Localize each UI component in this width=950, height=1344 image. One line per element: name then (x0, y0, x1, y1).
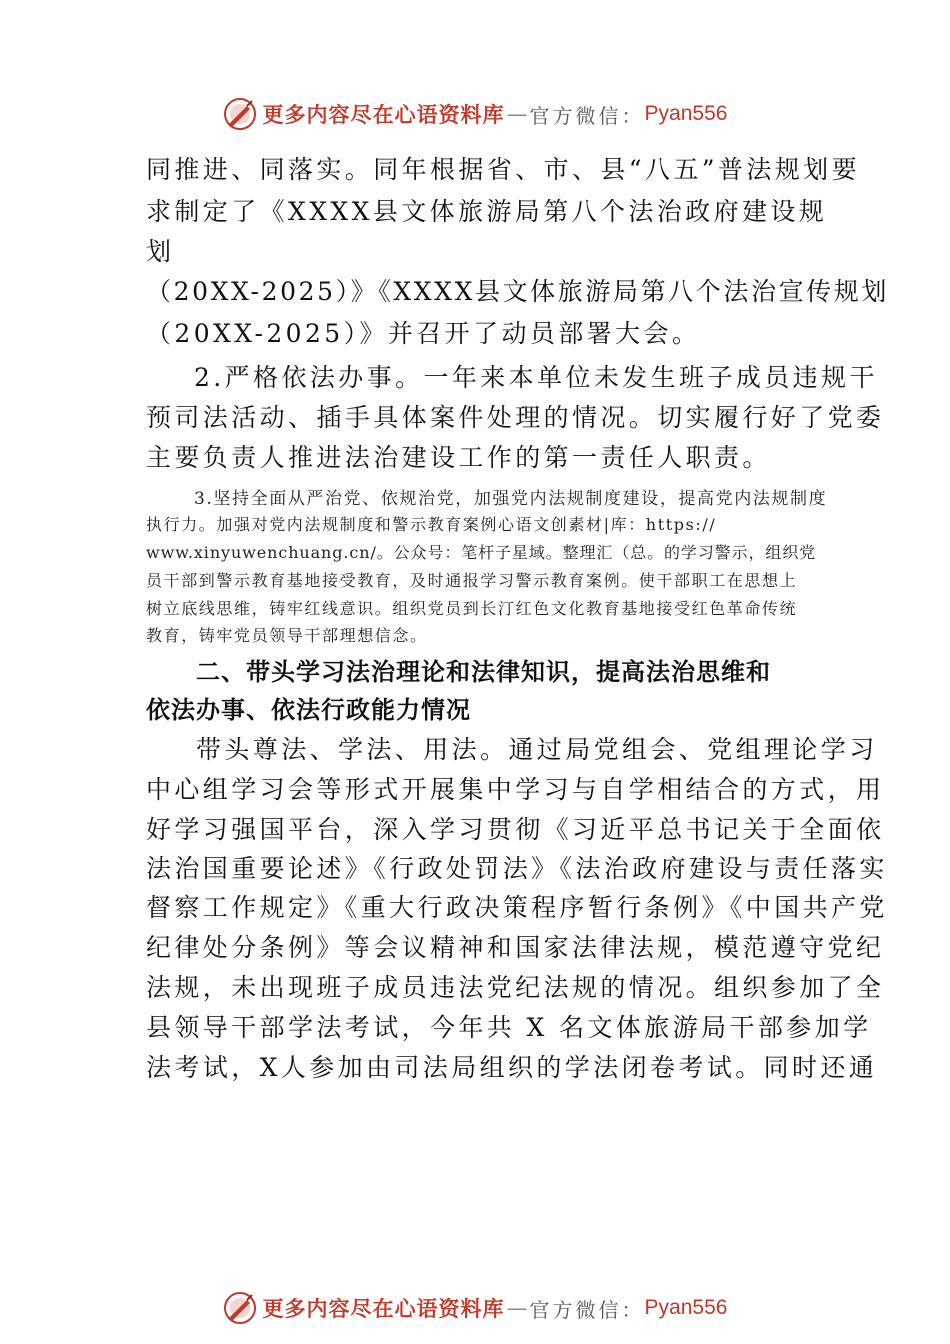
watermark-wechat-id: Pyan556 (644, 102, 728, 125)
pen-logo-icon (223, 1291, 257, 1325)
watermark-dash: — (506, 1296, 528, 1320)
text-line: 法考试，X人参加由司法局组织的学法闭卷考试。同时还通 (146, 1053, 878, 1082)
text-line: 2.严格依法办事。一年来本单位未发生班子成员违规干 (194, 363, 878, 392)
text-line: 员干部到警示教育基地接受教育，及时通报学习警示教育案例。使干部职工在思想上 (146, 571, 798, 590)
text-line: 求制定了《XXXX县文体旅游局第八个法治政府建设规 (146, 197, 828, 226)
watermark-brand: 更多内容尽在心语资料库 (262, 1296, 505, 1321)
watermark-brand: 更多内容尽在心语资料库 (262, 102, 505, 127)
text-line: 教育，铸牢党员领导干部理想信念。 (146, 626, 428, 645)
text-line: 法治国重要论述》《行政处罚法》《法治政府建设与责任落实 (146, 854, 888, 883)
watermark-wechat-id: Pyan556 (644, 1296, 728, 1319)
text-line: 主要负责人推进法治建设工作的第一责任人职责。 (146, 443, 771, 472)
heading-line: 二、带头学习法治理论和法律知识，提高法治思维和 (196, 658, 771, 686)
watermark-banner-top (0, 94, 950, 134)
watermark-wechat-label: 官方微信： (529, 1297, 645, 1322)
watermark-banner-bottom (0, 1288, 950, 1328)
text-line: （20XX-2025）》并召开了动员部署大会。 (146, 319, 701, 348)
text-line: 纪律处分条例》等会议精神和国家法律法规，模范遵守党纪 (146, 933, 885, 962)
text-line: 同推进、同落实。同年根据省、市、县“八五”普法规划要 (146, 155, 860, 184)
text-line: 划 (146, 237, 175, 266)
heading-line: 依法办事、依法行政能力情况 (146, 696, 471, 724)
text-line: 县领导干部学法考试，今年共 X 名文体旅游局干部参加学 (146, 1013, 872, 1042)
text-line: （20XX-2025）》《XXXX县文体旅游局第八个法治宣传规划 (146, 277, 889, 306)
text-line: 执行力。加强对党内法规制度和警示教育案例心语文创素材|库：https:// (146, 515, 717, 534)
text-line: 预司法活动、插手具体案件处理的情况。切实履行好了党委 (146, 403, 885, 432)
text-line: 3.坚持全面从严治党、依规治党，加强党内法规制度建设，提高党内法规制度 (194, 489, 828, 509)
text-line: www.xinyuwenchuang.cn/。公众号：笔杆子星域。整理汇（总。的学习警示，组织党 (146, 543, 817, 562)
text-line: 法规，未出现班子成员违法党纪法规的情况。组织参加了全 (146, 973, 885, 1002)
text-line: 好学习强国平台，深入学习贯彻《习近平总书记关于全面依 (146, 815, 885, 844)
text-line: 带头尊法、学法、用法。通过局党组会、党组理论学习 (196, 735, 878, 764)
text-line: 督察工作规定》《重大行政决策程序暂行条例》《中国共产党 (146, 893, 888, 922)
watermark-dash: — (506, 102, 528, 126)
text-line: 树立底线思维，铸牢红线意识。组织党员到长汀红色文化教育基地接受红色革命传统 (146, 599, 798, 618)
pen-logo-icon (223, 97, 257, 131)
watermark-wechat-label: 官方微信： (529, 103, 645, 128)
text-line: 中心组学习会等形式开展集中学习与自学相结合的方式，用 (146, 775, 885, 804)
